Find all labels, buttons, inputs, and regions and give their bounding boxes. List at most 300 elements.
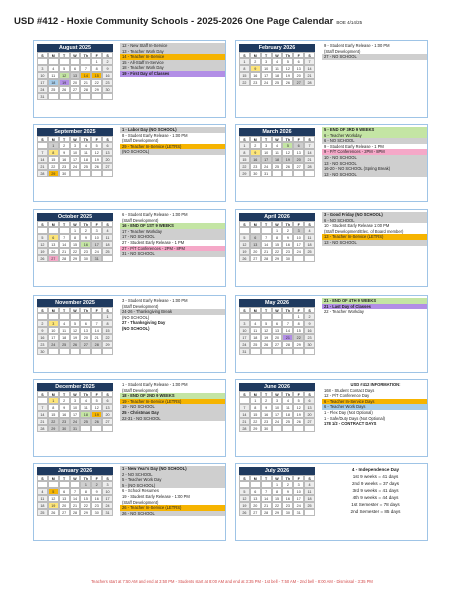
weekday-label: F — [293, 475, 304, 481]
day-cell — [80, 348, 91, 355]
weekday-label: W — [272, 52, 283, 58]
month-block-june-2026 — [235, 379, 428, 457]
note-item: 18 - END OF 2ND 9 WEEKS — [120, 393, 225, 399]
day-cell: 24 — [70, 163, 81, 170]
week-row — [239, 313, 315, 320]
day-cell: 1 — [272, 227, 283, 234]
note-item: 17 - Teacher Workday — [120, 229, 225, 235]
day-cell: 14 — [37, 156, 48, 163]
day-cell: 8 — [48, 149, 59, 156]
day-cell: 2 — [37, 320, 48, 327]
day-cell: 4 — [250, 320, 261, 327]
weekday-label: F — [91, 475, 102, 481]
day-cell: 7 — [304, 58, 315, 65]
day-cell: 20 — [59, 502, 70, 509]
day-cell: 20 — [293, 156, 304, 163]
day-cell: 29 — [239, 170, 250, 177]
day-cell: 27 — [250, 509, 261, 516]
day-cell: 12 — [282, 65, 293, 72]
week-row — [239, 320, 315, 327]
note-item: 19 - NO SCHOOL — [120, 404, 225, 410]
day-cell: 6 — [80, 320, 91, 327]
day-cell: 17 — [91, 241, 102, 248]
weekday-label: W — [70, 136, 81, 142]
day-cell — [102, 425, 113, 432]
day-cell: 18 — [102, 241, 113, 248]
day-cell: 9 — [261, 404, 272, 411]
note-item: (NO SCHOOL) — [120, 315, 225, 321]
note-item: 1 - Labor Day (NO SCHOOL) — [120, 127, 225, 133]
day-cell: 11 — [304, 488, 315, 495]
day-cell: 3 — [272, 397, 283, 404]
day-cell: 5 — [91, 397, 102, 404]
note-item: 6 - School Resumes — [120, 488, 225, 494]
day-cell: 19 — [282, 156, 293, 163]
day-cell: 25 — [250, 341, 261, 348]
day-cell: 11 — [59, 327, 70, 334]
weekday-label: M — [250, 391, 261, 397]
day-cell: 18 — [80, 411, 91, 418]
day-cell — [102, 255, 113, 262]
weekday-label: F — [293, 136, 304, 142]
week-row — [239, 72, 315, 79]
day-cell: 13 — [48, 241, 59, 248]
weekday-label: S — [37, 475, 48, 481]
day-cell: 15 — [80, 495, 91, 502]
day-cell: 27 — [80, 341, 91, 348]
month-calendar — [239, 44, 315, 86]
week-row — [239, 149, 315, 156]
month-title: March 2026 — [239, 128, 315, 136]
district-info — [322, 382, 427, 427]
day-cell: 13 — [272, 327, 283, 334]
day-cell: 6 — [250, 488, 261, 495]
day-cell: 19 — [239, 248, 250, 255]
month-title: December 2025 — [37, 383, 113, 391]
month-title: September 2025 — [37, 128, 113, 136]
day-cell: 23 — [282, 248, 293, 255]
day-cell: 31 — [261, 170, 272, 177]
day-cell: 27 — [48, 255, 59, 262]
day-cell: 13 — [102, 404, 113, 411]
day-cell: 9 — [304, 320, 315, 327]
day-cell: 29 — [48, 425, 59, 432]
day-cell: 29 — [250, 425, 261, 432]
week-row — [239, 79, 315, 86]
day-cell: 7 — [37, 404, 48, 411]
day-cell: 6 — [272, 320, 283, 327]
day-cell: 15 — [48, 156, 59, 163]
day-cell: 14 — [261, 495, 272, 502]
day-cell — [70, 170, 81, 177]
day-cell: 3 — [91, 227, 102, 234]
note-item: 27 - P/T Conferences - 2PM - 8PM — [120, 246, 225, 252]
month-notes — [120, 382, 225, 421]
week-row — [37, 156, 113, 163]
day-cell: 8 — [102, 320, 113, 327]
weekday-label: W — [272, 391, 283, 397]
day-cell: 11 — [304, 234, 315, 241]
week-row — [37, 404, 113, 411]
day-cell — [80, 313, 91, 320]
day-cell: 18 — [59, 334, 70, 341]
day-cell: 23 — [37, 341, 48, 348]
week-row — [37, 72, 113, 79]
weekday-label: M — [48, 221, 59, 227]
weekday-label: T — [261, 307, 272, 313]
month-title: January 2026 — [37, 467, 113, 475]
day-cell: 2 — [80, 227, 91, 234]
summary-line: 2nd Semester = 85 days — [350, 509, 401, 514]
day-cell — [272, 425, 283, 432]
day-cell: 6 — [293, 58, 304, 65]
note-item: 22 - Teacher Workday — [322, 309, 427, 315]
note-item: 178 1/2 - CONTRACT DAYS — [322, 421, 427, 427]
day-cell: 26 — [282, 79, 293, 86]
weekday-label: M — [250, 307, 261, 313]
day-cell: 5 — [70, 320, 81, 327]
day-cell — [37, 397, 48, 404]
day-cell: 18 — [272, 72, 283, 79]
day-cell: 23 — [91, 502, 102, 509]
day-cell: 6 — [102, 142, 113, 149]
day-cell: 5 — [37, 234, 48, 241]
week-row — [37, 488, 113, 495]
weekday-label: M — [48, 475, 59, 481]
month-notes — [120, 212, 225, 257]
day-cell: 17 — [48, 334, 59, 341]
week-row — [37, 58, 113, 65]
weekday-label: Th — [282, 136, 293, 142]
week-row — [239, 397, 315, 404]
note-item: 1 - New Year's Day (NO SCHOOL) — [120, 466, 225, 472]
note-item: 13 - NO SCHOOL — [322, 240, 427, 246]
note-item: 3 - Student Early Release - 1:00 PM — [120, 298, 225, 304]
weekday-label: T — [59, 391, 70, 397]
day-cell: 17 — [239, 334, 250, 341]
week-row — [239, 248, 315, 255]
day-cell — [48, 58, 59, 65]
day-cell: 3 — [261, 142, 272, 149]
note-item: 26 - Teacher In-Service (LETRS) — [120, 505, 225, 511]
day-cell: 17 — [37, 79, 48, 86]
day-cell: 25 — [102, 248, 113, 255]
day-cell: 28 — [282, 341, 293, 348]
day-cell — [250, 227, 261, 234]
note-item: 6 - NO SCHOOL — [322, 138, 427, 144]
weekday-label: S — [239, 52, 250, 58]
day-cell: 12 — [91, 149, 102, 156]
day-cell: 28 — [239, 425, 250, 432]
note-item: 19 - Student Early Release - 1:00 PM — [120, 494, 225, 500]
day-cell — [250, 481, 261, 488]
week-row — [239, 241, 315, 248]
week-row — [37, 149, 113, 156]
week-row — [239, 142, 315, 149]
week-row — [37, 227, 113, 234]
day-cell — [261, 348, 272, 355]
note-item: 10 - Student Early Release 1:00 PM — [322, 223, 427, 229]
day-cell — [282, 170, 293, 177]
day-cell: 15 — [239, 72, 250, 79]
note-item: (Staff Development) — [120, 304, 225, 310]
month-title: April 2026 — [239, 213, 315, 221]
day-cell: 22 — [48, 163, 59, 170]
day-cell: 17 — [70, 411, 81, 418]
note-item: 1 - Safe/Duty Days (Not Optional) — [322, 416, 427, 422]
day-cell: 30 — [282, 255, 293, 262]
day-cell: 19 — [91, 411, 102, 418]
day-cell: 26 — [239, 255, 250, 262]
summary-line: 1st Semester = 78 days — [351, 502, 400, 507]
day-cell: 12 — [59, 72, 70, 79]
day-cell: 7 — [37, 149, 48, 156]
footer-note: Teachers start at 7:50 AM and end at 3:50 PM - Students start at 8:00 AM and end at 3:35 PM - 1st bell - 7:50 AM - 2nd bell - 8:00 AM - Dismissal - 3:35 PM — [91, 579, 373, 584]
day-cell: 9 — [37, 327, 48, 334]
note-item: 5 - END OF 3RD 9 WEEKS — [322, 127, 427, 133]
week-row — [37, 163, 113, 170]
day-cell: 23 — [282, 502, 293, 509]
day-cell: 21 — [59, 248, 70, 255]
weekday-label: S — [37, 391, 48, 397]
weekday-label: Th — [80, 307, 91, 313]
day-cell: 25 — [37, 509, 48, 516]
day-cell — [37, 481, 48, 488]
note-item: 24-26 - Thanksgiving Break — [120, 309, 225, 315]
month-title: October 2025 — [37, 213, 113, 221]
day-cell: 22 — [91, 79, 102, 86]
day-cell: 6 — [293, 142, 304, 149]
week-row — [239, 348, 315, 355]
summary-line: 4 - Independence Day — [351, 467, 400, 472]
day-cell — [59, 313, 70, 320]
title-text: USD #412 - Hoxie Community Schools - 2025-2026 One Page Calendar — [14, 16, 334, 27]
day-cell: 11 — [272, 65, 283, 72]
day-cell: 18 — [80, 156, 91, 163]
term-summary — [322, 466, 427, 515]
day-cell: 31 — [37, 93, 48, 100]
day-cell: 22 — [293, 334, 304, 341]
day-cell: 16 — [250, 156, 261, 163]
day-cell — [261, 481, 272, 488]
note-item: USD #412 INFORMATION: — [322, 382, 427, 388]
day-cell: 1 — [80, 481, 91, 488]
day-cell: 16 — [37, 334, 48, 341]
day-cell: 15 — [293, 327, 304, 334]
day-cell: 20 — [48, 248, 59, 255]
week-row — [239, 170, 315, 177]
day-cell — [48, 313, 59, 320]
weekday-label: M — [48, 136, 59, 142]
day-cell: 7 — [282, 320, 293, 327]
day-cell: 30 — [80, 255, 91, 262]
day-cell: 26 — [37, 255, 48, 262]
day-cell: 12 — [37, 241, 48, 248]
day-cell: 25 — [282, 418, 293, 425]
day-cell: 27 — [250, 255, 261, 262]
day-cell: 31 — [91, 255, 102, 262]
month-notes — [120, 127, 225, 155]
day-cell: 27 — [102, 418, 113, 425]
day-cell: 7 — [304, 142, 315, 149]
note-item: 18 - Teacher Work Day — [120, 65, 225, 71]
day-cell: 10 — [102, 488, 113, 495]
weekday-label: S — [37, 52, 48, 58]
week-row — [239, 404, 315, 411]
week-row — [239, 411, 315, 418]
version-text: BOE 4/14/25 — [336, 20, 363, 25]
day-cell — [304, 348, 315, 355]
month-block-january-2026 — [33, 463, 226, 541]
day-cell — [48, 481, 59, 488]
day-cell: 24 — [48, 341, 59, 348]
day-cell: 3 — [293, 481, 304, 488]
weekday-label: M — [48, 307, 59, 313]
day-cell — [80, 425, 91, 432]
weekday-label: Th — [282, 391, 293, 397]
day-cell — [261, 227, 272, 234]
day-cell: 14 — [282, 327, 293, 334]
day-cell: 11 — [102, 234, 113, 241]
note-item: 5 - Teacher Work Day — [120, 477, 225, 483]
day-cell: 2 — [261, 397, 272, 404]
day-cell: 10 — [48, 327, 59, 334]
day-cell: 17 — [272, 411, 283, 418]
day-cell: 14 — [59, 241, 70, 248]
weekday-label: Th — [80, 52, 91, 58]
day-cell: 12 — [261, 327, 272, 334]
weekday-label: F — [293, 52, 304, 58]
day-cell — [272, 170, 283, 177]
day-cell: 24 — [91, 248, 102, 255]
day-cell: 8 — [70, 234, 81, 241]
day-cell: 19 — [48, 502, 59, 509]
day-cell: 6 — [102, 397, 113, 404]
weekday-label: F — [91, 221, 102, 227]
day-cell: 13 — [293, 149, 304, 156]
note-item: (Staff Development) — [322, 49, 427, 55]
month-title: May 2026 — [239, 299, 315, 307]
day-cell: 2 — [59, 397, 70, 404]
weekday-label: T — [261, 52, 272, 58]
note-item: 12 - New Staff In-Service — [120, 43, 225, 49]
day-cell: 8 — [272, 234, 283, 241]
day-cell: 23 — [102, 79, 113, 86]
day-cell — [304, 509, 315, 516]
week-row — [37, 320, 113, 327]
day-cell: 20 — [293, 72, 304, 79]
day-cell: 16 — [91, 495, 102, 502]
day-cell: 8 — [293, 320, 304, 327]
note-item: 21 - END OF 4TH 9 WEEKS — [322, 298, 427, 304]
note-item: 9 - Student Early Release - 1 PM — [322, 144, 427, 150]
day-cell: 9 — [282, 234, 293, 241]
day-cell: 30 — [59, 170, 70, 177]
day-cell: 26 — [282, 163, 293, 170]
week-row — [239, 234, 315, 241]
day-cell: 10 — [70, 149, 81, 156]
day-cell: 5 — [261, 320, 272, 327]
day-cell: 27 — [102, 163, 113, 170]
day-cell: 19 — [239, 502, 250, 509]
note-item: (Staff Development) — [120, 388, 225, 394]
day-cell — [272, 313, 283, 320]
day-cell: 30 — [250, 170, 261, 177]
note-item: 15 - All-Staff In-Service — [120, 60, 225, 66]
month-notes — [322, 298, 427, 315]
note-item: 6 - Teacher In-Service Days — [322, 399, 427, 405]
note-item: 13 - NO SCHOOL — [322, 161, 427, 167]
weekday-label: T — [59, 52, 70, 58]
day-cell: 29 — [91, 86, 102, 93]
day-cell: 26 — [91, 163, 102, 170]
note-item: 27 - Student Early Release - 1 PM — [120, 240, 225, 246]
week-row — [239, 255, 315, 262]
note-item: 29 - Teacher In-Service (LETRS) — [120, 144, 225, 150]
summary-line: 1st 9 weeks = 41 days — [352, 474, 399, 479]
day-cell: 1 — [293, 313, 304, 320]
day-cell: 25 — [80, 418, 91, 425]
day-cell: 28 — [37, 170, 48, 177]
month-notes — [322, 43, 427, 60]
note-item: 9 - Student Early Release - 1:00 PM — [322, 43, 427, 49]
day-cell: 18 — [304, 241, 315, 248]
day-cell: 20 — [250, 248, 261, 255]
day-cell: 28 — [37, 425, 48, 432]
day-cell: 14 — [37, 411, 48, 418]
month-block-april-2026 — [235, 209, 428, 287]
weekday-label: M — [48, 391, 59, 397]
weekday-label: S — [37, 307, 48, 313]
month-notes — [322, 212, 427, 246]
day-cell — [239, 227, 250, 234]
weekday-label: S — [102, 475, 113, 481]
day-cell: 29 — [293, 341, 304, 348]
day-cell: 9 — [250, 65, 261, 72]
day-cell: 2 — [250, 58, 261, 65]
day-cell — [80, 170, 91, 177]
day-cell: 19 — [91, 156, 102, 163]
day-cell: 22 — [250, 418, 261, 425]
day-cell — [282, 348, 293, 355]
day-cell: 10 — [293, 488, 304, 495]
note-item: 6 - Teacher Work Days — [322, 404, 427, 410]
day-cell: 6 — [48, 234, 59, 241]
day-cell: 31 — [102, 509, 113, 516]
weekday-label: M — [250, 52, 261, 58]
week-row — [239, 495, 315, 502]
day-cell: 6 — [250, 234, 261, 241]
day-cell: 26 — [59, 86, 70, 93]
month-calendar — [239, 128, 315, 177]
day-cell: 15 — [102, 327, 113, 334]
day-cell — [102, 170, 113, 177]
day-cell: 8 — [250, 404, 261, 411]
day-cell: 2 — [102, 58, 113, 65]
day-cell: 3 — [102, 481, 113, 488]
day-cell: 5 — [239, 234, 250, 241]
day-cell: 28 — [261, 509, 272, 516]
day-cell: 21 — [304, 72, 315, 79]
day-cell — [293, 425, 304, 432]
day-cell: 15 — [70, 241, 81, 248]
day-cell — [37, 58, 48, 65]
day-cell: 5 — [59, 65, 70, 72]
day-cell: 13 — [250, 495, 261, 502]
week-row — [239, 227, 315, 234]
week-row — [239, 163, 315, 170]
day-cell — [37, 227, 48, 234]
